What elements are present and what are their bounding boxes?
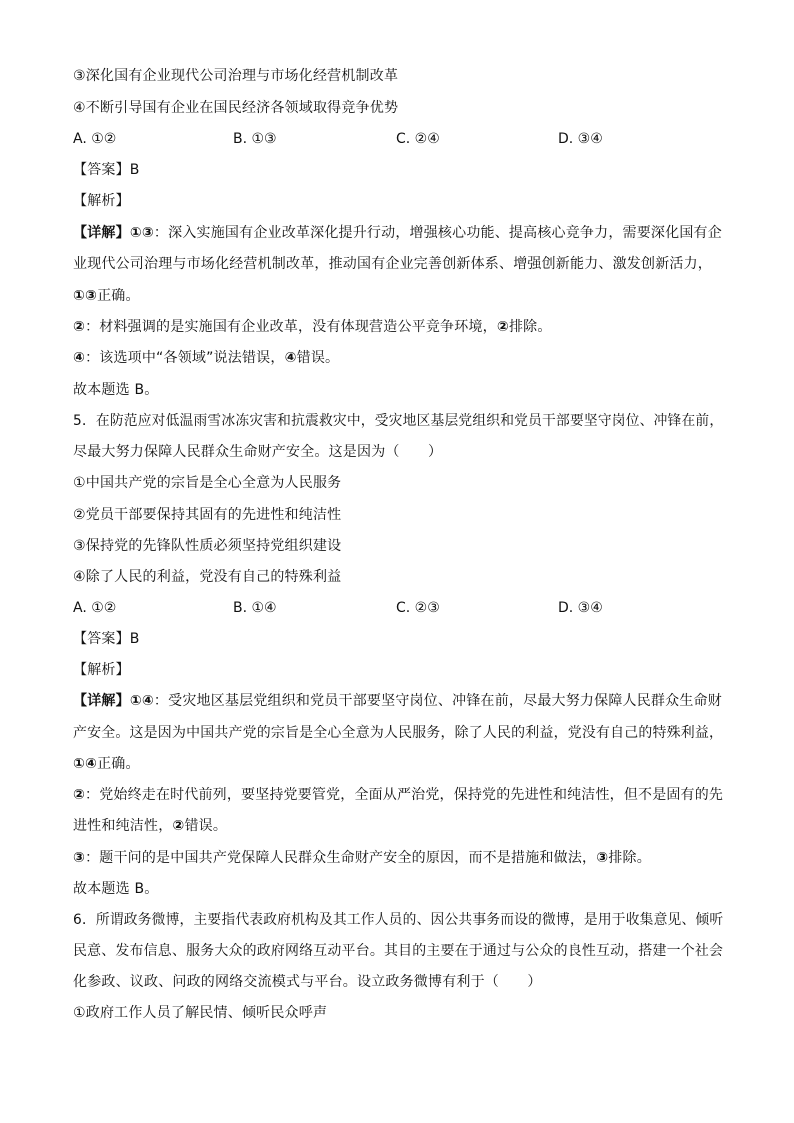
q5-option-1: ①中国共产党的宗旨是全心全意为人民服务	[73, 475, 342, 491]
q5-stem-line-1: 5．在防范应对低温雨雪冰冻灾害和抗震救灾中，受灾地区基层党组织和党员干部要坚守岗位、冲锋在前，	[73, 413, 724, 429]
q5-option-3: ③保持党的先锋队性质必须坚持党组织建设	[73, 538, 342, 554]
q4-answer: 【答案】B	[73, 162, 140, 178]
q5-stem-line-2: 尽最大努力保障人民群众生命财产安全。这是因为（ ）	[73, 444, 443, 460]
q4-detail-line-4: ②：材料强调的是实施国有企业改革，没有体现营造公平竞争环境，②排除。	[73, 319, 552, 335]
q4-conclusion: 故本题选 B。	[73, 382, 159, 398]
q4-choice-b: B. ①③	[233, 131, 277, 147]
q4-option-4: ④不断引导国有企业在国民经济各领域取得竞争优势	[73, 100, 399, 116]
q5-choice-b: B. ①④	[233, 600, 277, 616]
q5-detail-line-1: 【详解】①④：受灾地区基层党组织和党员干部要坚守岗位、冲锋在前，尽最大努力保障人民群众生命财	[73, 693, 722, 709]
q6-stem-line-1: 6．所谓政务微博，主要指代表政府机构及其工作人员的、因公共事务而设的微博，是用于收集意见、倾听	[73, 912, 724, 928]
q5-detail-line-6: ③：题干问的是中国共产党保障人民群众生命财产安全的原因，而不是措施和做法，③排除。	[73, 850, 651, 866]
q4-detail-tag: 【详解】	[73, 225, 130, 241]
q5-choice-a: A. ①②	[73, 600, 117, 616]
q5-detail-line-5: 进性和纯洁性，②错误。	[73, 818, 228, 834]
q6-stem-line-3: 化参政、议政、问政的网络交流模式与平台。设立政务微博有利于（ ）	[73, 974, 542, 990]
q5-conclusion: 故本题选 B。	[73, 881, 159, 897]
q6-stem-line-2: 民意、发布信息、服务大众的政府网络互动平台。其目的主要在于通过与公众的良性互动，搭建一个社会	[73, 943, 724, 959]
q4-detail-line-3: ①③正确。	[73, 288, 140, 304]
q5-detail-line-4: ②：党始终走在时代前列，要坚持党要管党，全面从严治党，保持党的先进性和纯洁性，但不是固有的先	[73, 787, 724, 803]
q4-detail-line-5: ④：该选项中“各领域”说法错误，④错误。	[73, 350, 340, 366]
q4-option-3: ③深化国有企业现代公司治理与市场化经营机制改革	[73, 68, 399, 84]
q4-detail-line-2: 业现代公司治理与市场化经营机制改革，推动国有企业完善创新体系、增强创新能力、激发创新活力，	[73, 256, 712, 272]
q5-answer: 【答案】B	[73, 631, 140, 647]
q5-choice-c: C. ②③	[396, 600, 440, 616]
q4-choice-a: A. ①②	[73, 131, 117, 147]
q5-analysis-heading: 【解析】	[73, 662, 130, 678]
q4-choice-c: C. ②④	[396, 131, 440, 147]
q5-detail-tag: 【详解】	[73, 693, 130, 709]
q6-option-1: ①政府工作人员了解民情、倾听民众呼声	[73, 1005, 328, 1021]
q5-option-2: ②党员干部要保持其固有的先进性和纯洁性	[73, 507, 342, 523]
q5-detail-line-2: 产安全。这是因为中国共产党的宗旨是全心全意为人民服务，除了人民的利益，党没有自己的特殊利益，	[73, 725, 724, 741]
q5-option-4: ④除了人民的利益，党没有自己的特殊利益	[73, 569, 342, 585]
q5-detail-line-3: ①④正确。	[73, 756, 140, 772]
q5-choice-d: D. ③④	[558, 600, 603, 616]
q4-choice-d: D. ③④	[558, 131, 603, 147]
q4-analysis-heading: 【解析】	[73, 193, 130, 209]
q4-detail-line-1: 【详解】①③：深入实施国有企业改革深化提升行动，增强核心功能、提高核心竞争力，需要深化国有企	[73, 225, 722, 241]
